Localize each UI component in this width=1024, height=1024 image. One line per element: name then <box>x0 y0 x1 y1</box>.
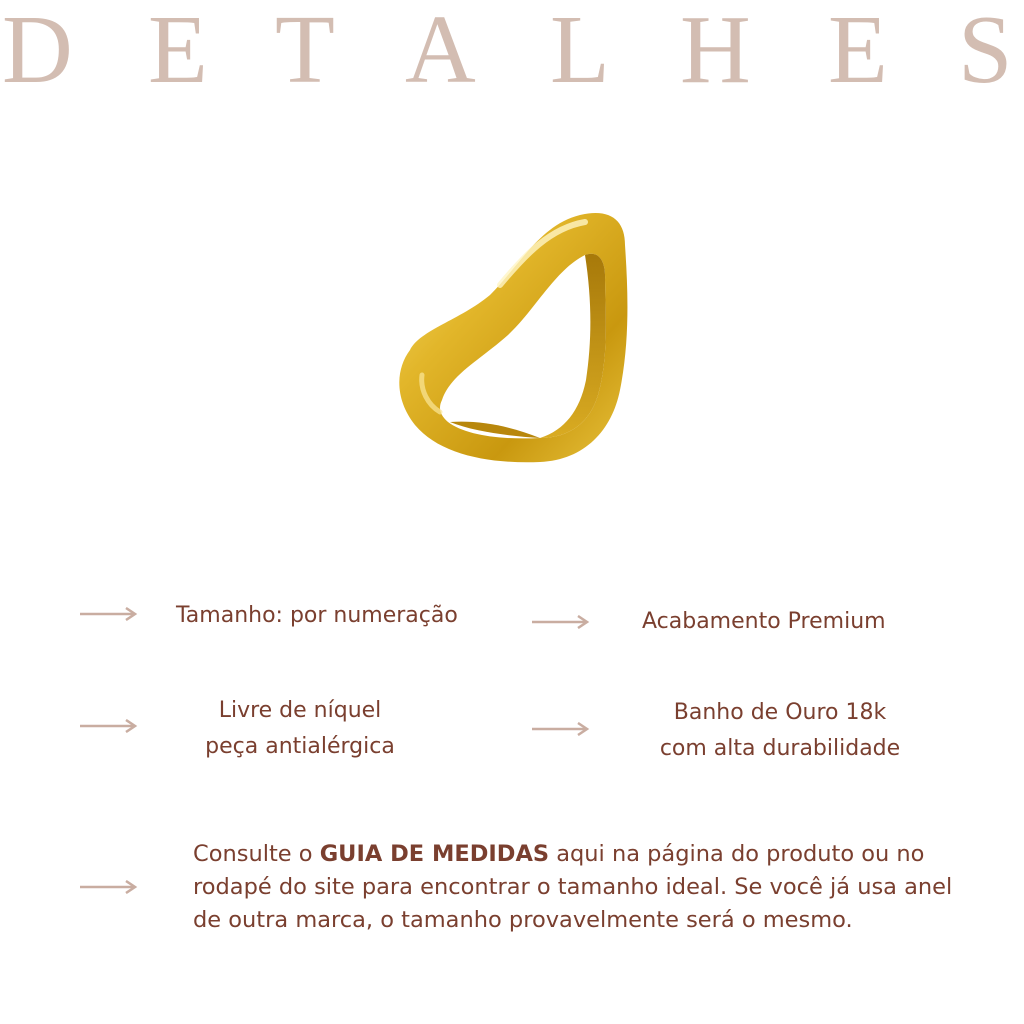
feature-nickel-line1: Livre de níquel <box>218 698 382 723</box>
title-letter: T <box>275 0 335 104</box>
feature-gold-line2: com alta durabilidade <box>659 736 901 761</box>
guide-text-after: aqui na página do produto ou no rodapé do site para encontrar o tamanho ideal. Se você já usa anel de outra marca, o tamanho provavelmente será o mesmo. <box>193 841 953 933</box>
ring-image <box>380 200 650 480</box>
arrow-right-icon <box>532 615 590 629</box>
title-letter: E <box>148 0 208 104</box>
guide-text-before: Consulte o <box>193 841 320 867</box>
feature-gold-plating <box>640 695 920 767</box>
title-letter: A <box>405 0 476 104</box>
feature-finish: Acabamento Premium <box>642 609 886 634</box>
size-guide-paragraph <box>193 838 953 937</box>
title-letter: H <box>680 0 751 104</box>
page-title <box>0 0 1024 104</box>
arrow-right-icon <box>80 719 138 733</box>
title-letter: S <box>958 0 1013 104</box>
feature-size: Tamanho: por numeração <box>176 603 458 628</box>
feature-nickel-free <box>170 693 430 765</box>
feature-gold-line1: Banho de Ouro 18k <box>673 700 887 725</box>
guide-emphasis: GUIA DE MEDIDAS <box>319 841 550 867</box>
title-letter: L <box>550 0 610 104</box>
arrow-right-icon <box>80 607 138 621</box>
arrow-right-icon <box>532 722 590 736</box>
title-letter: E <box>828 0 888 104</box>
feature-nickel-line2: peça antialérgica <box>205 734 395 759</box>
arrow-right-icon <box>80 880 138 894</box>
title-letter: D <box>2 0 73 104</box>
